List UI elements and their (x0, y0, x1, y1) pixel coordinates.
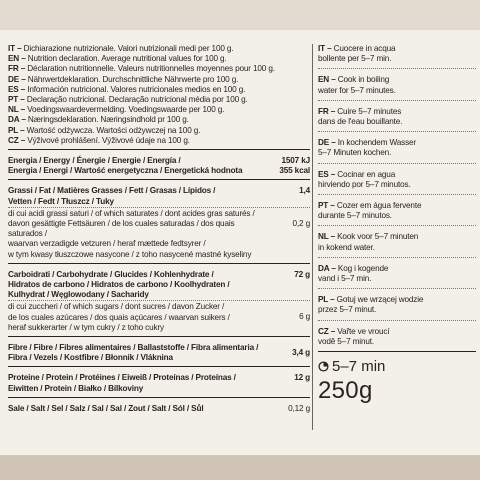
fat-row (8, 186, 310, 206)
cooking-time (318, 358, 476, 375)
fat-value: 1,4 (299, 186, 310, 196)
declaration-block (8, 44, 310, 150)
protein-label-line: Eiwitten / Protein / Białko / Bílkoviny (8, 383, 144, 393)
bottom-band (0, 455, 480, 480)
saturates-label-line: waarvan verzadigde vetzuren / heraf mættede fedtsyrer / (8, 239, 206, 249)
cooking-da: DA – Kog i kogende vand i 5–7 min. (318, 264, 476, 289)
saturates-label-line: davon gesättigte Fettsäuren / de los cuales saturadas / dos quais saturados / (8, 219, 235, 239)
declaration-line-en: EN – Nutrition declaration. Average nutritional values for 100 g. (8, 54, 227, 64)
sugars-label-line: di cui zuccheri / of which sugars / dont sucres / davon Zucker / (8, 302, 225, 312)
carbohydrate-section (8, 270, 310, 337)
energy-label-line: Energia / Energi / Wartość energetyczna / Energetická hodnota (8, 166, 243, 176)
protein-label-line: Proteine / Protein / Protéines / Eiweiß / Proteínas / Proteínas / (8, 373, 236, 383)
sugars-value: 6 g (299, 312, 310, 322)
energy-kj-value: 1507 kJ (281, 156, 310, 166)
fibre-section (8, 343, 310, 367)
cooking-nl: NL – Kook voor 5–7 minuten in kokend water. (318, 232, 476, 257)
carbohydrate-row (8, 270, 310, 301)
sugars-row (8, 300, 310, 333)
declaration-line-fr: FR – Déclaration nutritionnelle. Valeurs nutritionnelles moyennes pour 100 g. (8, 64, 275, 74)
salt-label: Sale / Salt / Sel / Salz / Sal / Sal / Zout / Salt / Sól / Sůl (8, 403, 204, 413)
declaration-line-pt: PT – Declaração nutricional. Declaração nutricional média por 100 g. (8, 95, 248, 105)
salt-row (8, 404, 310, 414)
saturates-value: 0,2 g (292, 218, 310, 228)
fibre-row (8, 343, 310, 363)
sugars-label-line: de los cuales azúcares / dos quais açúcares / waarvan suikers / (8, 312, 230, 322)
carbohydrate-label-line: Carboidrati / Carbohydrate / Glucides / Kohlenhydrate / (8, 269, 214, 279)
cooking-de: DE – In kochendem Wasser 5–7 Minuten kochen. (318, 138, 476, 163)
sugars-label-line: heraf sukkerarter / w tym cukry / z toho cukry (8, 322, 164, 332)
fat-label-line: Grassi / Fat / Matières Grasses / Fett / Grasas / Lípidos / (8, 186, 216, 196)
cooking-fr: FR – Cuire 5–7 minutes dans de l'eau bouillante. (318, 107, 476, 132)
net-weight: 250g (318, 377, 373, 405)
fat-section (8, 186, 310, 263)
top-band (0, 0, 480, 30)
salt-value: 0,12 g (288, 403, 310, 413)
cooking-pt: PT – Cozer em água fervente durante 5–7 minutos. (318, 201, 476, 226)
column-divider (312, 44, 313, 430)
cooking-cz: CZ – Vařte ve vroucí vodě 5–7 minut. (318, 327, 476, 352)
protein-value: 12 g (294, 373, 310, 383)
cooking-it: IT – Cuocere in acqua bollente per 5–7 min. (318, 44, 476, 69)
fibre-label-line: Fibre / Fibre / Fibres alimentaires / Ballaststoffe / Fibra alimentaria / (8, 343, 259, 353)
fibre-label-line: Fibra / Vezels / Kostfibre / Błonnik / Vláknina (8, 353, 173, 363)
salt-section (8, 404, 310, 417)
declaration-line-it: IT – Dichiarazione nutrizionale. Valori nutrizionali medi per 100 g. (8, 44, 234, 53)
nutrition-column (8, 44, 310, 423)
energy-section (8, 156, 310, 180)
energy-kcal-value: 355 kcal (279, 166, 310, 176)
carbohydrate-label-line: Hidratos de carbono / Hidratos de carbono / Koolhydraten / (8, 280, 230, 290)
carbohydrate-value: 72 g (294, 269, 310, 279)
fat-label-line: Vetten / Fedt / Tłuszcz / Tuky (8, 196, 114, 206)
declaration-line-de: DE – Nährwertdeklaration. Durchschnittliche Nährwerte pro 100 g. (8, 74, 239, 84)
declaration-line-cz: CZ – Výživové prohlášení. Výživové údaje na 100 g. (8, 135, 190, 145)
timer-icon (318, 361, 329, 372)
cooking-column (318, 44, 476, 405)
cooking-es: ES – Cocinar en agua hirviendo por 5–7 minutos. (318, 170, 476, 195)
protein-section (8, 373, 310, 397)
cooking-en: EN – Cook in boiling water for 5–7 minutes. (318, 75, 476, 100)
energy-row (8, 156, 310, 176)
declaration-line-nl: NL – Voedingswaardevermelding. Voedingswaarde per 100 g. (8, 105, 225, 115)
protein-row (8, 373, 310, 393)
saturates-row (8, 207, 310, 260)
fibre-value: 3,4 g (292, 348, 310, 358)
saturates-label-line: di cui acidi grassi saturi / of which saturates / dont acides gras saturés / (8, 208, 255, 218)
energy-label-line: Energia / Energy / Énergie / Energie / Energía / (8, 156, 181, 166)
carbohydrate-label-line: Kulhydrat / Węglowodany / Sacharidy (8, 290, 149, 300)
declaration-line-pl: PL – Wartość odżywcza. Wartości odżywczej na 100 g. (8, 125, 201, 135)
saturates-label-line: w tym kwasy tłuszczowe nasycone / z toho nasycené mastné kyseliny (8, 249, 252, 259)
cooking-time-text: 5–7 min (332, 358, 386, 376)
cooking-pl: PL – Gotuj we wrzącej wodzie przez 5–7 minut. (318, 295, 476, 320)
declaration-line-da: DA – Næringsdeklaration. Næringsindhold pr 100 g. (8, 115, 189, 125)
declaration-line-es: ES – Información nutricional. Valores nutricionales medios en 100 g. (8, 84, 246, 94)
